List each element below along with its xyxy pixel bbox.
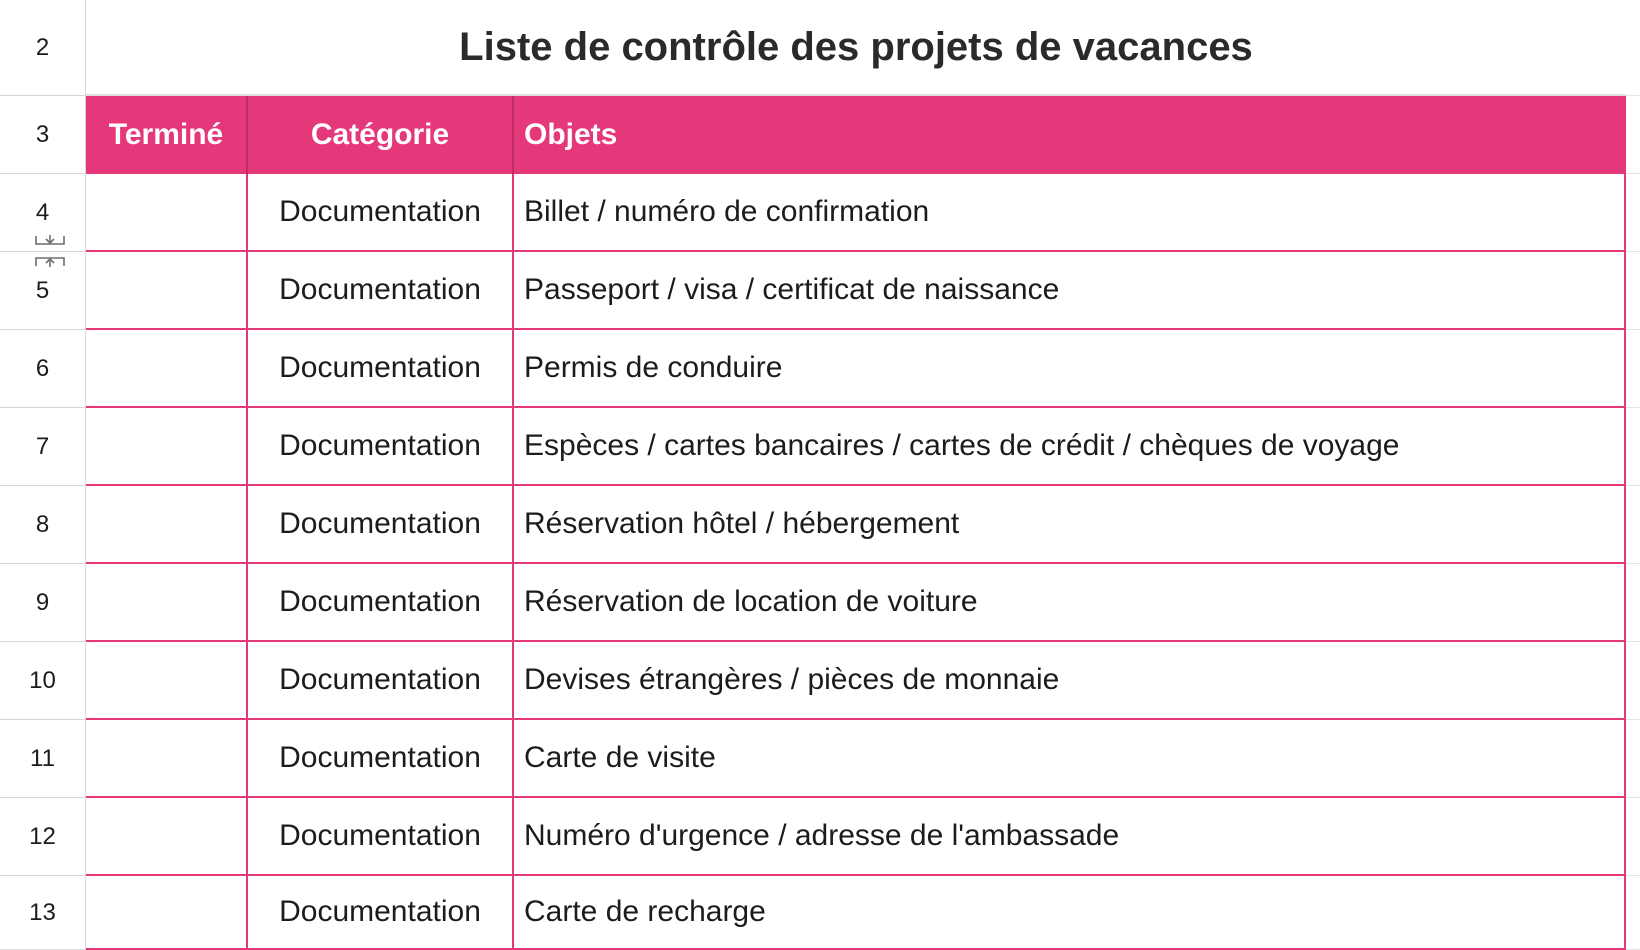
category-cell[interactable]: Documentation	[248, 642, 514, 720]
right-gutter	[1626, 330, 1640, 408]
done-cell[interactable]	[86, 798, 248, 876]
header-category[interactable]: Catégorie	[248, 96, 514, 174]
done-cell[interactable]	[86, 252, 248, 330]
item-cell[interactable]: Réservation de location de voiture	[514, 564, 1626, 642]
row-header[interactable]: 4	[0, 174, 86, 252]
header-done[interactable]: Terminé	[86, 96, 248, 174]
done-cell[interactable]	[86, 642, 248, 720]
category-cell[interactable]: Documentation	[248, 174, 514, 252]
item-cell[interactable]: Carte de recharge	[514, 876, 1626, 950]
header-row	[0, 96, 1640, 174]
item-cell[interactable]: Billet / numéro de confirmation	[514, 174, 1626, 252]
item-cell[interactable]: Espèces / cartes bancaires / cartes de crédit / chèques de voyage	[514, 408, 1626, 486]
right-gutter	[1626, 486, 1640, 564]
right-gutter	[1626, 876, 1640, 950]
row-header[interactable]: 10	[0, 642, 86, 720]
sheet-title[interactable]: Liste de contrôle des projets de vacances	[86, 0, 1626, 96]
category-cell[interactable]: Documentation	[248, 486, 514, 564]
table-row	[0, 720, 1640, 798]
item-cell[interactable]: Carte de visite	[514, 720, 1626, 798]
category-cell[interactable]: Documentation	[248, 564, 514, 642]
row-resize-icon	[34, 234, 66, 268]
done-cell[interactable]	[86, 408, 248, 486]
category-cell[interactable]: Documentation	[248, 876, 514, 950]
right-gutter	[1626, 798, 1640, 876]
table-row	[0, 486, 1640, 564]
done-cell[interactable]	[86, 720, 248, 798]
category-cell[interactable]: Documentation	[248, 408, 514, 486]
row-header[interactable]: 9	[0, 564, 86, 642]
category-cell[interactable]: Documentation	[248, 720, 514, 798]
item-cell[interactable]: Permis de conduire	[514, 330, 1626, 408]
item-cell[interactable]: Devises étrangères / pièces de monnaie	[514, 642, 1626, 720]
item-cell[interactable]: Passeport / visa / certificat de naissance	[514, 252, 1626, 330]
category-cell[interactable]: Documentation	[248, 330, 514, 408]
right-gutter	[1626, 564, 1640, 642]
item-cell[interactable]: Numéro d'urgence / adresse de l'ambassade	[514, 798, 1626, 876]
table-row	[0, 876, 1640, 950]
right-gutter	[1626, 174, 1640, 252]
right-gutter	[1626, 642, 1640, 720]
done-cell[interactable]	[86, 330, 248, 408]
right-gutter	[1626, 96, 1640, 174]
done-cell[interactable]	[86, 174, 248, 252]
row-header[interactable]: 8	[0, 486, 86, 564]
table-row	[0, 174, 1640, 252]
category-cell[interactable]: Documentation	[248, 252, 514, 330]
done-cell[interactable]	[86, 564, 248, 642]
table-row	[0, 564, 1640, 642]
table-row	[0, 408, 1640, 486]
done-cell[interactable]	[86, 486, 248, 564]
right-gutter	[1626, 408, 1640, 486]
header-items[interactable]: Objets	[514, 96, 1626, 174]
done-cell[interactable]	[86, 876, 248, 950]
right-gutter	[1626, 720, 1640, 798]
table-row	[0, 330, 1640, 408]
item-cell[interactable]: Réservation hôtel / hébergement	[514, 486, 1626, 564]
row-header[interactable]: 12	[0, 798, 86, 876]
row-header[interactable]: 5	[0, 252, 86, 330]
right-gutter	[1626, 252, 1640, 330]
row-header[interactable]: 13	[0, 876, 86, 950]
table-row	[0, 798, 1640, 876]
title-row	[0, 0, 1640, 96]
row-header[interactable]: 7	[0, 408, 86, 486]
table-row	[0, 642, 1640, 720]
category-cell[interactable]: Documentation	[248, 798, 514, 876]
table-row	[0, 252, 1640, 330]
row-header-3[interactable]: 3	[0, 96, 86, 174]
row-resize-icon[interactable]	[34, 234, 66, 268]
row-header-2[interactable]: 2	[0, 0, 86, 96]
row-header[interactable]: 11	[0, 720, 86, 798]
row-header[interactable]: 6	[0, 330, 86, 408]
right-gutter	[1626, 0, 1640, 96]
